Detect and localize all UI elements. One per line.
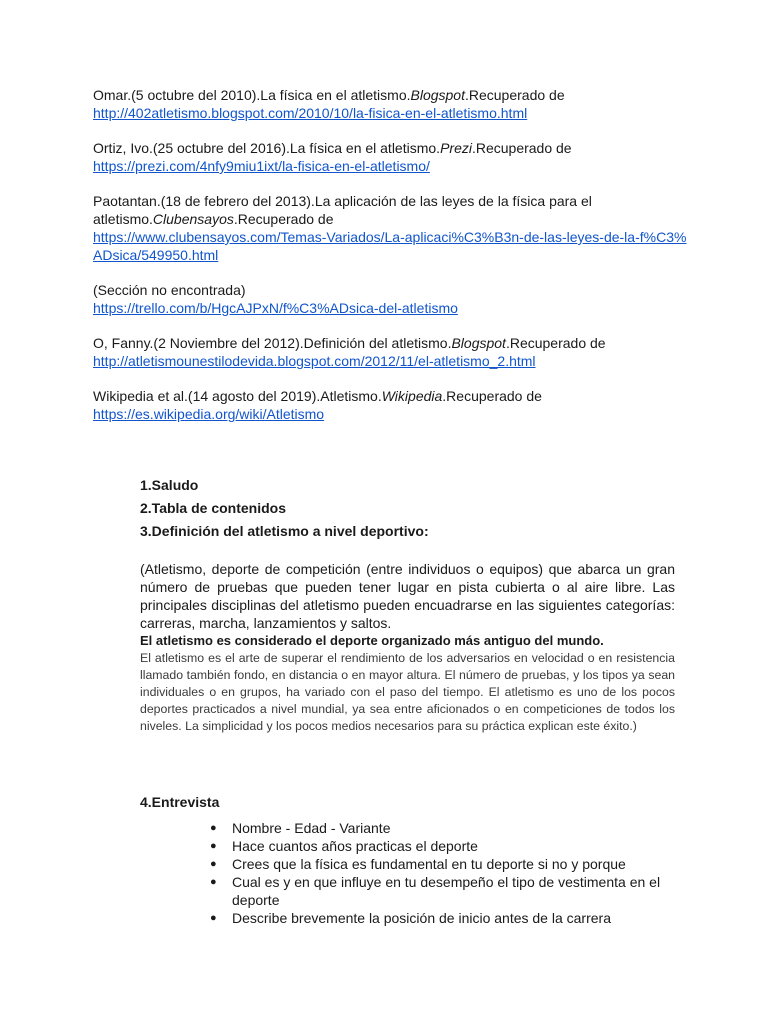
section-heading-saludo: 1.Saludo (140, 477, 199, 493)
reference-link[interactable]: http://402atletismo.blogspot.com/2010/10/la-fisica-en-el-atletismo.html (93, 105, 528, 121)
definition-bold-line: El atletismo es considerado el deporte organizado más antiguo del mundo. (140, 633, 604, 648)
list-item (208, 819, 678, 837)
reference-item (93, 86, 693, 122)
reference-suffix: .Recuperado de (505, 335, 606, 351)
bullet-icon: ● (210, 822, 217, 834)
reference-suffix: .Recuperado de (464, 87, 565, 103)
bullet-icon: ● (210, 876, 217, 888)
reference-link[interactable]: http://atletismounestilodevida.blogspot.com/2012/11/el-atletismo_2.html (93, 353, 536, 369)
list-item (208, 837, 678, 855)
references-list (93, 86, 693, 440)
definition-small-paragraph: El atletismo es el arte de superar el rendimiento de los adversarios en velocidad o en resistencia llamado también fondo, en distancia o en mayor altura. El número de pruebas, y los tipos ya sean individuales o en grupos, ha variado con el paso del tiempo. El atletismo es uno de los pocos deportes practicados a nivel mundial, ya sea entre aficionados o en competiciones de todos los niveles. La simplicidad y los pocos medios necesarios para su práctica explican este éxito.) (140, 651, 675, 733)
reference-prefix: Wikipedia et al.(14 agosto del 2019).Atletismo. (93, 388, 382, 404)
reference-source: Clubensayos (152, 211, 234, 227)
bullet-icon: ● (210, 858, 217, 870)
reference-source: Blogspot (410, 87, 465, 103)
reference-prefix: O, Fanny.(2 Noviembre del 2012).Definición del atletismo. (93, 335, 452, 351)
list-item-text: Hace cuantos años practicas el deporte (232, 838, 478, 854)
list-item-text: Crees que la física es fundamental en tu deporte si no y porque (232, 856, 626, 872)
reference-suffix: .Recuperado de (233, 211, 334, 227)
reference-link[interactable]: https://prezi.com/4nfy9miu1ixt/la-fisica-en-el-atletismo/ (93, 158, 430, 174)
section-heading-entrevista: 4.Entrevista (140, 794, 220, 810)
reference-source: Wikipedia (381, 388, 443, 404)
reference-prefix: Omar.(5 octubre del 2010).La física en el atletismo. (93, 87, 411, 103)
reference-source: Blogspot (451, 335, 506, 351)
reference-prefix: Ortiz, Ivo.(25 octubre del 2016).La física en el atletismo. (93, 140, 441, 156)
interview-list (208, 819, 678, 927)
list-item-text: Cual es y en que influye en tu desempeño el tipo de vestimenta en el deporte (232, 874, 661, 908)
list-item (208, 873, 678, 909)
reference-link[interactable]: https://es.wikipedia.org/wiki/Atletismo (93, 406, 325, 422)
list-item (208, 909, 678, 927)
reference-prefix: Paotantan.(18 de febrero del 2013).La aplicación de las leyes de la física para el atletismo. (93, 193, 592, 227)
reference-item (93, 281, 693, 317)
reference-link[interactable]: https://www.clubensayos.com/Temas-Variados/La-aplicaci%C3%B3n-de-las-leyes-de-la-f%C3%ADsica/549950.html (93, 229, 687, 263)
list-item (208, 855, 678, 873)
list-item-text: Describe brevemente la posición de inicio antes de la carrera (232, 910, 611, 926)
definition-paragraph: (Atletismo, deporte de competición (entre individuos o equipos) que abarca un gran número de pruebas que pueden tener lugar en pista cubierta o al aire libre. Las principales disciplinas del atletismo pueden encuadrarse en las siguientes categorías: carreras, marcha, lanzamientos y saltos. (140, 561, 675, 631)
reference-item (93, 387, 693, 423)
reference-item (93, 139, 693, 175)
reference-suffix: .Recuperado de (442, 388, 542, 404)
reference-suffix: .Recuperado de (471, 140, 572, 156)
reference-item (93, 192, 693, 264)
list-item-text: Nombre - Edad - Variante (232, 820, 391, 836)
bullet-icon: ● (210, 840, 217, 852)
reference-prefix: (Sección no encontrada) (93, 282, 246, 298)
section-heading-definicion: 3.Definición del atletismo a nivel deportivo: (140, 523, 429, 539)
bullet-icon: ● (210, 912, 217, 924)
section-heading-tabla: 2.Tabla de contenidos (140, 500, 286, 516)
reference-item (93, 334, 693, 370)
reference-source: Prezi (440, 140, 472, 156)
reference-link[interactable]: https://trello.com/b/HgcAJPxN/f%C3%ADsica-del-atletismo (93, 300, 458, 316)
